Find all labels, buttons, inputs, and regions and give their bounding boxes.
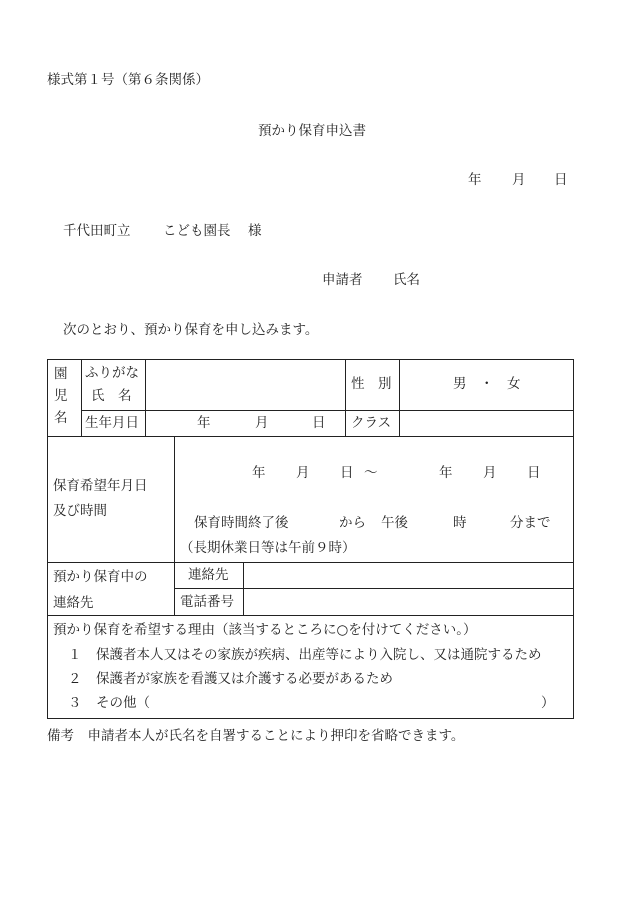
contact-place-field[interactable]: [244, 563, 573, 588]
reason-2-text[interactable]: 保護者が家族を看護又は介護する必要があるため: [96, 671, 393, 687]
child-label-char-2: 児: [54, 388, 68, 404]
table-border-right: [573, 359, 574, 719]
intro-text: 次のとおり、預かり保育を申し込みます。: [63, 322, 319, 338]
child-label-char-3: 名: [54, 410, 68, 426]
reason-1-number[interactable]: １: [68, 647, 82, 663]
birth-month-label: 月: [255, 415, 269, 431]
child-label-char-1: 園: [54, 366, 68, 382]
rule-child-label: [81, 359, 82, 436]
period-start-day: 日: [340, 465, 354, 481]
footer-note: 備考 申請者本人が氏名を自署することにより押印を省略できます。: [47, 728, 465, 744]
reason-heading: 預かり保育を希望する理由（該当するところに○を付けてください。）: [53, 622, 477, 638]
rule-period-contact-label: [174, 436, 175, 615]
time-from-label: から: [339, 515, 366, 531]
date-month-label: 月: [512, 172, 526, 188]
addressee-org: 千代田町立: [63, 223, 131, 239]
period-tilde: ～: [364, 465, 378, 481]
reason-2-number[interactable]: ２: [68, 671, 82, 687]
gender-label: 性 別: [351, 376, 392, 392]
child-name-field[interactable]: [146, 360, 345, 410]
rule-child-period: [47, 436, 574, 437]
form-number: 様式第１号（第６条関係）: [47, 72, 209, 88]
period-end-month: 月: [483, 465, 497, 481]
addressee-title: こども園長: [163, 223, 231, 239]
applicant-name-label: 氏名: [393, 272, 420, 288]
class-label: クラス: [351, 415, 392, 431]
period-label-line-1: 保育希望年月日: [53, 478, 148, 494]
reason-3-number[interactable]: ３: [68, 695, 82, 711]
reason-other-close: ）: [541, 695, 555, 711]
time-pm-label: 午後: [381, 515, 408, 531]
birth-day-label: 日: [312, 415, 326, 431]
table-border-bottom: [47, 718, 574, 719]
contact-label-line-2: 連絡先: [53, 595, 94, 611]
table-border-left: [47, 359, 48, 719]
birth-year-label: 年: [197, 415, 211, 431]
period-end-day: 日: [527, 465, 541, 481]
reason-other-field[interactable]: [159, 693, 534, 715]
time-hour-label: 時: [453, 515, 467, 531]
reason-1-text[interactable]: 保護者本人又はその家族が疾病、出産等により入院し、又は通院するため: [96, 647, 542, 663]
addressee-honorific: 様: [248, 223, 262, 239]
rule-contact-reason: [47, 615, 574, 616]
rule-gender-label-left: [345, 359, 346, 436]
date-day-label: 日: [554, 172, 568, 188]
period-start-year: 年: [252, 465, 266, 481]
document-title: 預かり保育申込書: [258, 123, 366, 139]
time-after-label: 保育時間終了後: [194, 515, 289, 531]
contact-label-line-1: 預かり保育中の: [53, 569, 148, 585]
gender-options[interactable]: 男 ・ 女: [453, 376, 521, 392]
period-start-month: 月: [296, 465, 310, 481]
period-label-line-2: 及び時間: [53, 503, 107, 519]
reason-3-text[interactable]: その他（: [96, 695, 150, 711]
time-note: （長期休業日等は午前９時）: [180, 540, 356, 556]
applicant-label: 申請者: [322, 272, 363, 288]
application-table: [47, 359, 574, 719]
time-until-label: 分まで: [510, 515, 551, 531]
furigana-label: ふりがな: [85, 365, 139, 381]
period-end-year: 年: [439, 465, 453, 481]
birthdate-label: 生年月日: [85, 415, 139, 431]
date-year-label: 年: [468, 172, 482, 188]
phone-field[interactable]: [244, 589, 573, 615]
contact-place-label: 連絡先: [188, 567, 229, 583]
child-name-label: 氏 名: [91, 388, 132, 404]
phone-label: 電話番号: [180, 594, 234, 610]
class-field[interactable]: [400, 411, 573, 436]
